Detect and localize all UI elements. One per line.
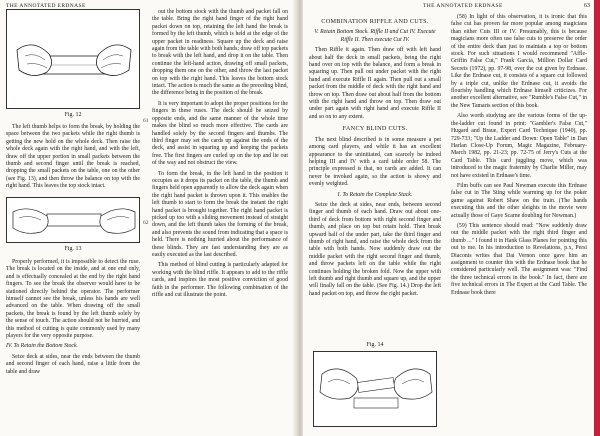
left-column-b — [152, 9, 288, 302]
annotation-paragraph: Also worth studying are the various forms of the up-the-ladder cut found in print: "Gambler's False Cut," Hugard and Braue, Expert Card Technique (1940), pp. 729-733; "Up the Ladder and Down: Open Table" in Dan Harlan Close-Up Forum, Magic Magazine, February-March 1982, pp. 21-23; pp. 72-75 of Jerry's Cuts at the Card Table. This card juggling move, which was introduced to the magic fraternity by Charlie Miller, may not have existed in Erdnase's time. — [451, 113, 587, 179]
margin-note-number: 61 — [143, 118, 149, 124]
margin-note-number: 62 — [143, 220, 149, 226]
section-subheading: I. To Retain the Complete Stack. — [337, 191, 413, 198]
paragraph: Then Riffle it again. Then draw off with left hand about half the deck in small packets, being the right hand over on top with the balance, and form a break in squaring up. Then pull out under packet with the right hand and execute Riffle II again. Then pull out a small packet from the middle of deck with the right hand and throw on top. Then draw out about half from the bottom with the right hand and throw on top. Then draw out under part again with right hand and execute Riffle II and so on to any extent. — [309, 47, 441, 120]
figure-14 — [313, 351, 437, 427]
section-heading: FANCY BLIND CUTS. — [342, 125, 408, 133]
fig13-caption: Fig. 13 — [64, 246, 82, 252]
left-page — [0, 0, 296, 436]
annotation-paragraph: Film buffs can see Paul Newman execute this Erdnase false cut in The Sting while warming up for the poker game against Robert Shaw on the train. (The hands executing this and the other sleights in the movie were actually those of Gaye Scarne doubling for Newman.) — [451, 182, 587, 219]
annotation-paragraph: (59) This sentence should read: "Now suddenly draw out the middle packet with the right third finger and thumb ..." I found it in Hank Glass Planes for pointing this out to me. In his introduction to Revelations, p.x, Persi Diaconis writes that Dai Vernon once gave him an assignment to counter this with the Erdnase book that he considered particularly well. The assignment was: "Find the three technical errors in the book." In fact, there are five technical errors in The Expert at the Card Table. The Erdnase book there — [451, 222, 587, 296]
paragraph: It is very important to adopt the proper positions for the fingers in these ruses. The deck should be seized by opposite ends, and the same manner of the whole time makes the blind so much more effective. The cards are handled solely by the second fingers and thumbs. The third finger may set the cards up against the ends of the deck, and assist in squaring up and keeping the packets free. The first fingers are curled up on the top and lie out of the way and not obstruct the view. — [152, 100, 288, 167]
fig14-caption: Fig. 14 — [366, 342, 384, 348]
paragraph: Seize the deck at sides, near ends, between second finger and thumb of each hand. Draw out about one-third of deck from bottom with right second finger and thumb, and place on top but retain hold. Then break upward half of the under part, take the third finger and thumb of right hand, and raise the whole deck from the table with both hands. Now suddenly draw out the middle packet with the right second finger and thumb, and throw packets left on the table while the right continues holding the broken fold. Now the upper with left thumb and right thumb and square up, and the upper will finally fall on the table. (See Fig. 14.) Drop the left hand packet on top, and throw the right packet. — [309, 201, 441, 297]
paragraph: Properly performed, it is impossible to detect the ruse. The break is located on the inside, and at one end only, and is effectually concealed at the end by the right hand fingers. To see the break the observer would have to be stationed directly behind the operator. The performer himself cannot see the break, unless his hands are well advanced on the table. When drawing off the small packets, the break is found by the left thumb solely by the sense of touch. The action should not be hurried, and this method of cutting is quite commonly used by many players for the very opposite purpose. — [6, 259, 140, 340]
right-column-c — [309, 14, 441, 301]
fig13-hands-illustration — [7, 198, 141, 244]
figure-12 — [6, 9, 140, 109]
section-heading: IV. To Retain the Bottom Stock. — [6, 343, 78, 350]
paragraph: Seize deck at sides, near the ends between the thumb and second finger of each hand, raise a little from the table and draw — [6, 353, 140, 375]
figure-13 — [6, 197, 140, 243]
left-column-a-upper — [6, 124, 140, 194]
left-running-head: THE ANNOTATED ERDNASE — [6, 3, 86, 9]
annotation-paragraph: (58) In light of this observation, it is ironic that this false cut has proven far more popular among magicians than either Cuts III or IV. Presumably, this is because magicians more often use false cuts to preserve the order of the entire deck than just to maintain a top or bottom stock. For such situations I would recommend "Affle-Griffin False Cut," Frank Garcia, Million Dollar Card Secrets (1972), pp. 97-98, over the cut given by Erdnase. Like the Erdnase cut, it consists of a square cut followed by a triple cut, unlike the Erdnase cut, it avoids the flourishy handling which Erdnase himself criticizes. For another excellent alternative, see "Rumble's False Cut," in the New Tamaris section of this book. — [451, 14, 587, 109]
paragraph: This method of blind cutting is particularly adapted for working with the blind riffle. It appears to add to the riffle cards, and inspires the most positive conviction of good faith in the performer. The following combination of the riffle and cut illustrate the point. — [152, 262, 288, 299]
section-subheading: V. Retain Bottom Stock. Riffle II and Cut IV. Execute Riffle II. Then execute Cut IV. — [314, 29, 436, 43]
paragraph: out the bottom stock with the thumb and packet fall on the table. Bring the right hand finger of the right hand packet down on top, retaining the left hand the break is formed by the left thumb, which is held at the edge of the upper packet in readiness. Square up the deck and raise again from the table with both hands; draw off top packets to break with the left hand, and drop it on the table. Then continue the left-hand action, drawing off small packets, dropping them one on the other, and throw the last packet on top with the right hand. This leaves the bottom stock intact. The action is much the same as the preceding blind, the difference being in the position of the break. — [152, 9, 288, 97]
red-page-edge — [594, 0, 600, 436]
fig12-caption: Fig. 12 — [64, 112, 82, 118]
paragraph: The next blind described is in some measure a pet among card players, and while it has an excellent appearance to the uninitiated, can scarcely be indeed helping III and IV with a card table order 58. The principle expressed is that, no cards are added. It can never be invoked again, so the action is showy and evenly weighted. — [309, 136, 441, 188]
right-column-d-annotations — [451, 14, 587, 300]
fig14-hands-illustration — [314, 352, 438, 428]
section-heading: COMBINATION RIFFLE AND CUTS. — [321, 18, 429, 25]
fig12-hands-illustration — [7, 10, 141, 110]
page-number: 63 — [584, 3, 590, 9]
right-page — [303, 0, 600, 436]
paragraph: The left thumb helps to form the break, by holding the space between the two packets while the right thumb is getting the new hold on the whole deck. Then raise the whole deck again with the right hand, and with the left, draw off the upper portion in small packets between the thumb and second finger until the break is reached, dropping the small packets on the table, one on the other (see Fig. 13), and then throw the balance on top with the right hand. This leaves the top stock intact. — [6, 124, 140, 190]
paragraph: To form the break, in the left hand in the position it occupies as it drops its packet on the table, the thumb and fingers held open apparently to allow the deck again when the right hand packet is thrown upon it. This enables the left thumb to start to form the break the instant the right hand packet is brought together. The right hand packet is picked up too with a sliding movement instead of straight down, and the left thumb takes the forming of the break, and also prevents the sound from indicating that a space is held. There is nothing hurried about the performance of these blinds. They are fast understanding they are as easily executed as the last described. — [152, 170, 288, 258]
left-column-a-lower — [6, 259, 140, 379]
right-running-head: THE ANNOTATED ERDNASE — [423, 3, 503, 9]
